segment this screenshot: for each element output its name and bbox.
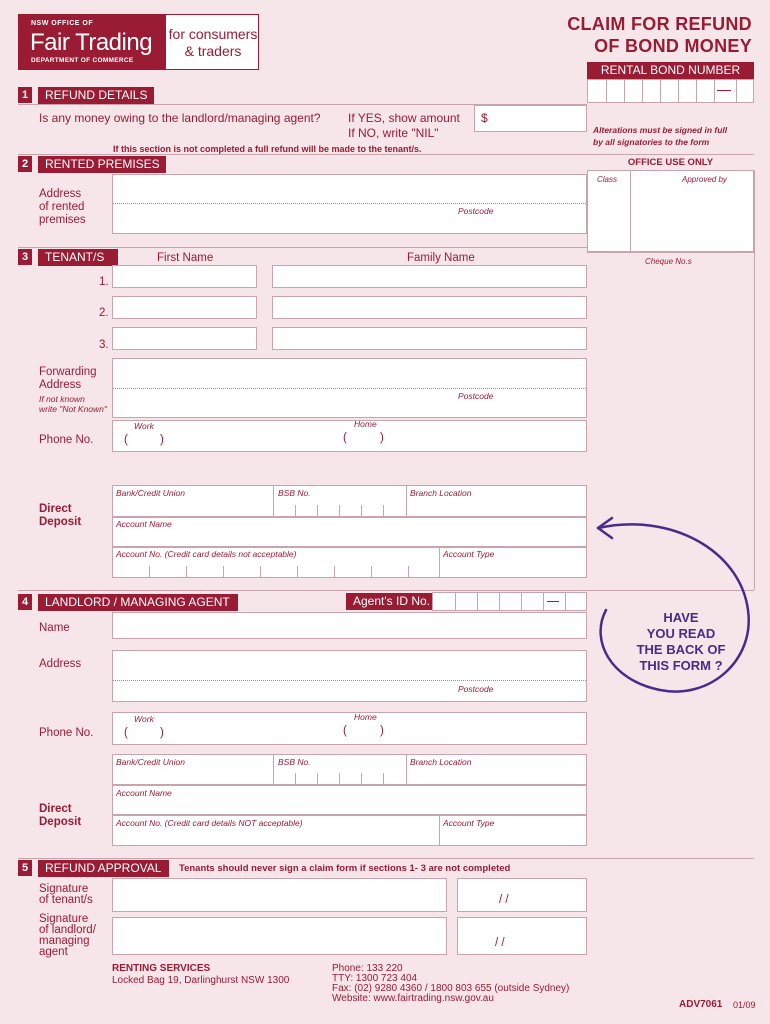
- logo-org-dept: DEPARTMENT OF COMMERCE: [31, 57, 134, 64]
- landlord-signature-label-1: Signature: [39, 913, 89, 925]
- tenant-bsb-label: BSB No.: [278, 488, 311, 498]
- office-class-label: Class: [597, 175, 618, 184]
- alterations-note-1: Alterations must be signed in full: [593, 125, 728, 135]
- if-no-label: If NO, write "NIL": [348, 126, 439, 140]
- footer-dept: RENTING SERVICES: [112, 963, 211, 974]
- callout-line-1: HAVE: [663, 610, 699, 625]
- money-owing-question: Is any money owing to the landlord/managing agent?: [39, 111, 321, 125]
- tenant-date-separators: / /: [499, 894, 509, 906]
- forwarding-note-2: write "Not Known": [39, 404, 107, 414]
- office-approved-label: Approved by: [682, 175, 727, 184]
- tenant-home-paren-close: ): [380, 432, 384, 444]
- tenant-account-name-field[interactable]: [112, 517, 587, 547]
- section-5-warning: Tenants should never sign a claim form if sections 1- 3 are not completed: [179, 863, 511, 874]
- tenant-phone-field[interactable]: [112, 420, 587, 452]
- agent-direct-deposit-label-2: Deposit: [39, 816, 82, 828]
- callout-line-2: YOU READ: [646, 626, 716, 641]
- if-yes-label: If YES, show amount: [348, 111, 460, 125]
- footer-address: Locked Bag 19, Darlinghurst NSW 1300: [112, 975, 290, 986]
- logo-org-name: Fair Trading: [30, 29, 153, 56]
- tenant-1-family-name-field[interactable]: [272, 265, 587, 288]
- forwarding-address-label-1: Forwarding: [39, 366, 97, 378]
- section-5-number: 5: [18, 860, 32, 876]
- section-3-title: TENANT/S: [38, 249, 118, 266]
- agent-account-number-label: Account No. (Credit card details NOT acceptable): [116, 818, 303, 828]
- tenant-signature-label-2: of tenant/s: [39, 894, 93, 906]
- tenant-account-name-label: Account Name: [116, 519, 172, 529]
- footer-website[interactable]: Website: www.fairtrading.nsw.gov.au: [332, 993, 494, 1004]
- office-use-title: OFFICE USE ONLY: [627, 157, 714, 168]
- agent-bank-label: Bank/Credit Union: [116, 757, 185, 767]
- forwarding-note-1: If not known: [39, 394, 85, 404]
- agent-account-name-field[interactable]: [112, 785, 587, 815]
- form-code: ADV7061: [679, 999, 723, 1010]
- agent-phone-label: Phone No.: [39, 727, 94, 739]
- agent-account-name-label: Account Name: [116, 788, 172, 798]
- forwarding-address-label-2: Address: [39, 379, 82, 391]
- tenant-signature-label-1: Signature: [39, 883, 89, 895]
- forwarding-postcode-label: Postcode: [458, 391, 494, 401]
- alterations-note-2: by all signatories to the form: [593, 137, 710, 147]
- logo-tagline-1: for consumers: [168, 26, 258, 42]
- first-name-header: First Name: [157, 252, 214, 264]
- agent-work-paren-close: ): [160, 727, 164, 739]
- tenant-work-paren-open: (: [124, 434, 128, 446]
- section-4-title: LANDLORD / MANAGING AGENT: [38, 594, 238, 611]
- page-title-line-1: CLAIM FOR REFUND: [567, 14, 752, 34]
- agent-home-paren-open: (: [343, 725, 347, 737]
- tenant-row-3-label: 3.: [99, 339, 109, 351]
- agent-address-field[interactable]: [112, 650, 587, 702]
- currency-symbol: $: [481, 111, 488, 125]
- premises-address-field[interactable]: [112, 174, 587, 234]
- agent-id-label: Agent's ID No.: [346, 593, 432, 610]
- agent-phone-home-label: Home: [354, 712, 377, 722]
- office-cheque-label: Cheque No.s: [645, 257, 692, 266]
- family-name-header: Family Name: [407, 252, 475, 264]
- section-1-warning: If this section is not completed a full refund will be made to the tenant/s.: [113, 144, 422, 154]
- logo-tagline-2: & traders: [184, 43, 242, 59]
- tenant-signature-field[interactable]: [112, 878, 447, 912]
- tenant-row-2-label: 2.: [99, 307, 109, 319]
- agent-branch-label: Branch Location: [410, 757, 472, 767]
- section-3-number: 3: [18, 249, 32, 265]
- tenant-account-number-label: Account No. (Credit card details not acceptable): [116, 549, 297, 559]
- premises-postcode-label: Postcode: [458, 206, 494, 216]
- tenant-direct-deposit-label-2: Deposit: [39, 516, 82, 528]
- footer-fax: Fax: (02) 9280 4360 / 1800 803 655 (outside Sydney): [332, 983, 570, 994]
- agency-logo: [18, 14, 259, 70]
- logo-org-top: NSW OFFICE OF: [31, 20, 94, 27]
- tenant-signature-date-field[interactable]: [457, 878, 587, 912]
- section-2-title: RENTED PREMISES: [38, 156, 166, 173]
- landlord-signature-label-4: agent: [39, 946, 68, 958]
- form-date: 01/09: [733, 1000, 756, 1010]
- landlord-signature-label-3: managing: [39, 935, 90, 947]
- section-1-title: REFUND DETAILS: [38, 87, 154, 104]
- tenant-bank-label: Bank/Credit Union: [116, 488, 185, 498]
- agent-postcode-label: Postcode: [458, 684, 494, 694]
- agent-id-field[interactable]: [432, 592, 587, 611]
- tenant-home-paren-open: (: [343, 432, 347, 444]
- agent-name-field[interactable]: [112, 612, 587, 639]
- tenant-work-paren-close: ): [160, 434, 164, 446]
- tenant-1-first-name-field[interactable]: [112, 265, 257, 288]
- tenant-direct-deposit-label-1: Direct: [39, 503, 72, 515]
- tenant-account-type-label: Account Type: [443, 549, 495, 559]
- rental-bond-number-field[interactable]: [587, 79, 754, 103]
- agent-name-label: Name: [39, 622, 70, 634]
- premises-address-label-1: Address: [39, 188, 82, 200]
- agent-work-paren-open: (: [124, 727, 128, 739]
- tenant-branch-label: Branch Location: [410, 488, 472, 498]
- agent-address-label: Address: [39, 658, 82, 670]
- tenant-row-1-label: 1.: [99, 276, 109, 288]
- section-2-number: 2: [18, 156, 32, 172]
- section-4-number: 4: [18, 594, 32, 610]
- callout-line-4: THIS FORM ?: [639, 658, 723, 673]
- tenant-2-family-name-field[interactable]: [272, 296, 587, 319]
- landlord-signature-date-field[interactable]: [457, 917, 587, 955]
- amount-owing-field[interactable]: [474, 105, 587, 132]
- rental-bond-number-label: RENTAL BOND NUMBER: [600, 63, 741, 77]
- tenant-phone-label: Phone No.: [39, 434, 94, 446]
- premises-address-label-3: premises: [39, 214, 86, 226]
- agent-direct-deposit-label-1: Direct: [39, 803, 72, 815]
- landlord-signature-field[interactable]: [112, 917, 447, 955]
- tenant-3-first-name-field[interactable]: [112, 327, 257, 350]
- section-5-title: REFUND APPROVAL: [38, 860, 169, 877]
- tenant-3-family-name-field[interactable]: [272, 327, 587, 350]
- landlord-date-separators: / /: [495, 937, 505, 949]
- tenant-phone-home-label: Home: [354, 419, 377, 429]
- agent-account-type-label: Account Type: [443, 818, 495, 828]
- landlord-signature-label-2: of landlord/: [39, 924, 96, 936]
- footer-tty: TTY: 1300 723 404: [332, 973, 418, 984]
- section-1-number: 1: [18, 87, 32, 103]
- agent-phone-field[interactable]: [112, 712, 587, 745]
- agent-phone-work-label: Work: [134, 714, 154, 724]
- page-title-line-2: OF BOND MONEY: [594, 36, 752, 56]
- footer-phone: Phone: 133 220: [332, 963, 403, 974]
- callout-line-3: THE BACK OF: [636, 642, 726, 657]
- agent-home-paren-close: ): [380, 725, 384, 737]
- premises-address-label-2: of rented: [39, 201, 85, 213]
- tenant-2-first-name-field[interactable]: [112, 296, 257, 319]
- tenant-phone-work-label: Work: [134, 421, 154, 431]
- agent-bsb-label: BSB No.: [278, 757, 311, 767]
